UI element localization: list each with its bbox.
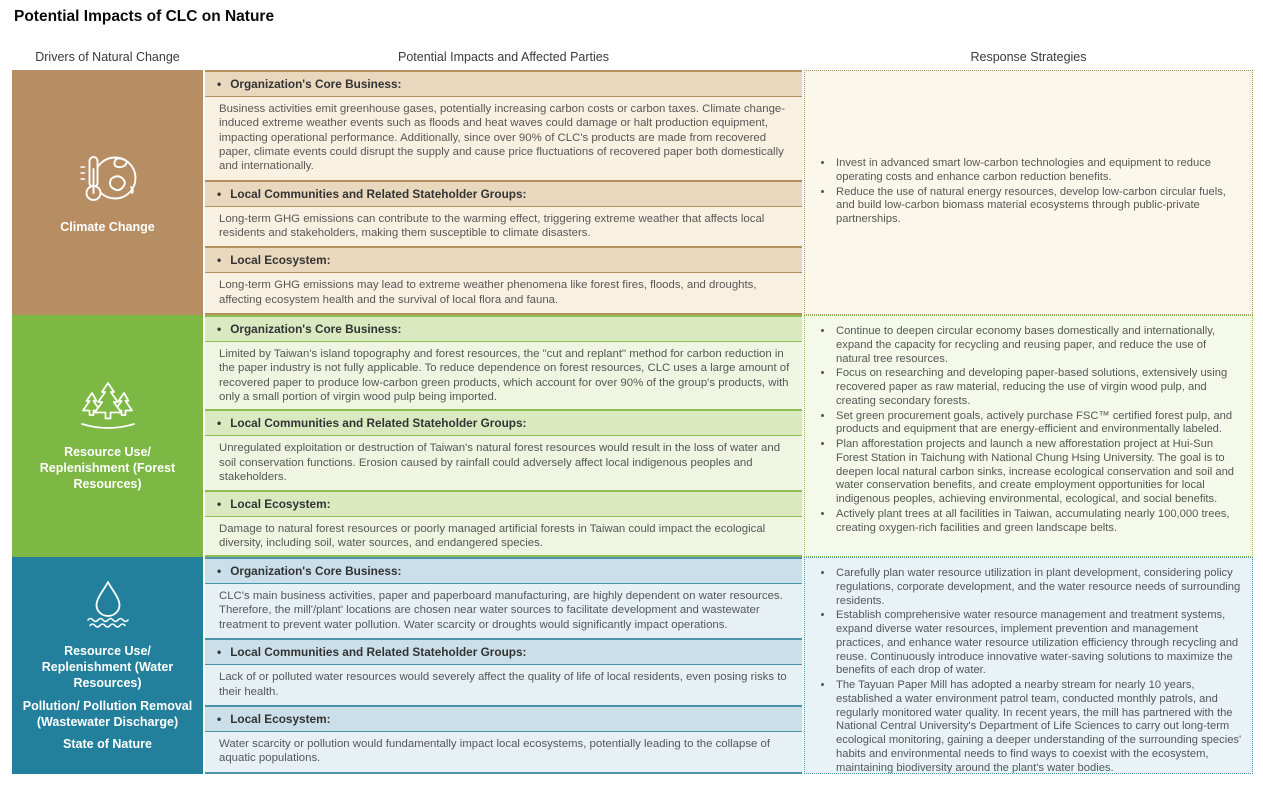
impact-section-heading: • Local Ecosystem:: [205, 246, 802, 272]
strategy-list: [817, 325, 1242, 536]
driver-cell: [12, 315, 203, 557]
impact-section-body: Business activities emit greenhouse gases, potentially increasing carbon costs or carbon taxes. Climate change-induced extreme weather events such as floods and heat waves could damage or halt production equipment, impacting operational performance. Additionally, since over 90% of CLC's products are made from recovered paper, climate events could disrupt the supply and cause price fluctuations of recovered paper both domestically and internationally.: [205, 96, 802, 180]
impact-section-heading: • Local Ecosystem:: [205, 490, 802, 516]
impact-section-body: Lack of or polluted water resources would severely affect the quality of life of local residents, even posing risks to their health.: [205, 664, 802, 705]
column-headers: [12, 50, 1263, 64]
driver-cell: [12, 557, 203, 774]
response-panel: [804, 315, 1253, 557]
strategy-item: • Plan afforestation projects and launch a new afforestation project at Hui-Sun Forest Station in Taichung with National Chung Hsing University. The goal is to deepen local natural carbon sinks, increase ecological conservation and soil and water conservation benefits, and create employment opportunities for local indigenous peoples, achieving environmental, ecological, and social benefits.: [834, 438, 1242, 507]
impacts-cell: [205, 315, 802, 557]
response-panel: [804, 557, 1253, 774]
strategy-item: • Reduce the use of natural energy resources, develop low-carbon circular fuels, and build low-carbon biomass material ecosystems through public-private partnerships.: [834, 186, 1242, 227]
impact-section-body: Limited by Taiwan's island topography and forest resources, the "cut and replant" method for carbon reduction in the paper industry is not fully applicable. To reduce dependence on forest resources, CLC uses a large amount of recovered paper to produce low-carbon green products, which account for over 90% of the group's products, with only a small portion of virgin wood pulp being imported.: [205, 341, 802, 409]
strategy-list: [817, 567, 1242, 774]
driver-label: State of Nature: [63, 737, 152, 751]
strategy-item: • Actively plant trees at all facilities in Taiwan, accumulating nearly 100,000 trees, creating oxygen-rich facilities and green landscape belts.: [834, 508, 1242, 536]
table-row-climate-change: [12, 70, 1263, 315]
response-panel: [804, 70, 1253, 315]
impact-section-heading: • Organization's Core Business:: [205, 70, 802, 96]
impact-section-body: Water scarcity or pollution would fundamentally impact local ecosystems, potentially leading to the collapse of aquatic populations.: [205, 731, 802, 774]
impact-section-heading: • Local Communities and Related Stateholder Groups:: [205, 638, 802, 664]
impact-section-body: CLC's main business activities, paper and paperboard manufacturing, are highly dependent on water resources. Therefore, the mill'/plant' locations are chosen near water sources to facilitate development and wastewater treatment to prevent water pollution. Water scarcity or droughts would significantly impact operations.: [205, 583, 802, 638]
driver-labels: [22, 444, 193, 493]
strategy-list: [817, 157, 1242, 228]
impact-section-heading: • Organization's Core Business:: [205, 557, 802, 583]
column-header-responses: Response Strategies: [970, 50, 1087, 64]
forest-trees-icon: [73, 380, 143, 432]
column-header-drivers: Drivers of Natural Change: [35, 50, 180, 64]
strategy-item: • Establish comprehensive water resource management and treatment systems, expand diverse water resources, implement prevention and management practices, and enhance water resource utilization efficiency through recycling and reuse. Continuously introduce innovative water-saving solutions to maximize the benefits of each drop of water.: [834, 609, 1242, 678]
impact-section-body: Long-term GHG emissions may lead to extreme weather phenomena like forest fires, floods, and droughts, affecting ecosystem health and the survival of local flora and fauna.: [205, 272, 802, 315]
driver-label: Resource Use/ Replenishment (Water Resources): [41, 643, 174, 691]
table-row-forest-resources: [12, 315, 1263, 557]
strategy-item: • Set green procurement goals, actively purchase FSC™ certified forest pulp, and products and equipment that are energy-efficient and environmentally labeled.: [834, 410, 1242, 438]
impact-section-heading: • Local Ecosystem:: [205, 705, 802, 731]
impact-section-body: Long-term GHG emissions can contribute to the warming effect, triggering extreme weather that affects local residents and stakeholders, making them susceptible to climate disasters.: [205, 206, 802, 247]
impact-section-body: Unregulated exploitation or destruction of Taiwan's natural forest resources would result in the loss of water and soil conservation functions. Erosion caused by rainfall could adversely affect local indigenous peoples and stakeholders.: [205, 435, 802, 489]
strategy-item: • Carefully plan water resource utilization in plant development, considering policy regulations, corporate development, and the water resource needs of surrounding residents.: [834, 567, 1242, 608]
thermometer-globe-icon: [75, 149, 141, 207]
impacts-cell: [205, 557, 802, 774]
impact-section-heading: • Local Communities and Related Stateholder Groups:: [205, 180, 802, 206]
strategy-item: • Continue to deepen circular economy bases domestically and internationally, expand the capacity for recycling and reusing paper, and reduce the use of natural tree resources.: [834, 325, 1242, 366]
water-droplet-icon: [80, 579, 136, 631]
page-title: Potential Impacts of CLC on Nature: [14, 8, 275, 25]
driver-label: Climate Change: [60, 220, 155, 235]
impact-section-body: Damage to natural forest resources or poorly managed artificial forests in Taiwan could impact the ecological diversity, including soil, water sources, and endangered species.: [205, 516, 802, 557]
table-row-water-resources: [12, 557, 1263, 774]
driver-label: Pollution/ Pollution Removal (Wastewater Discharge): [22, 698, 193, 729]
driver-labels: [22, 643, 193, 753]
impact-section-heading: • Local Communities and Related Stateholder Groups:: [205, 409, 802, 435]
strategy-item: • Invest in advanced smart low-carbon technologies and equipment to reduce operating costs and enhance carbon reduction benefits.: [834, 157, 1242, 185]
driver-labels: [60, 219, 154, 235]
driver-cell: [12, 70, 203, 315]
impacts-cell: [205, 70, 802, 315]
driver-label: Resource Use/ Replenishment (Forest Resources): [39, 444, 176, 492]
strategy-item: • The Tayuan Paper Mill has adopted a nearby stream for nearly 10 years, established a water environment patrol team, conducted monthly patrols, and regularly monitored water quality. In recent years, the mill has partnered with the National Central University's Department of Life Sciences to carry out long-term ecological monitoring, gaining a deeper understanding of the surrounding species' habits and environmental needs to find ways to coexist with the ecosystem, maintaining biodiversity around the plant's water bodies.: [834, 679, 1242, 774]
column-header-impacts: Potential Impacts and Affected Parties: [397, 50, 609, 64]
strategy-item: • Focus on researching and developing paper-based solutions, extensively using recovered paper as raw material, reducing the use of virgin wood pulp, and creating secondary forests.: [834, 367, 1242, 408]
impacts-table: [12, 70, 1263, 774]
impact-section-heading: • Organization's Core Business:: [205, 315, 802, 341]
